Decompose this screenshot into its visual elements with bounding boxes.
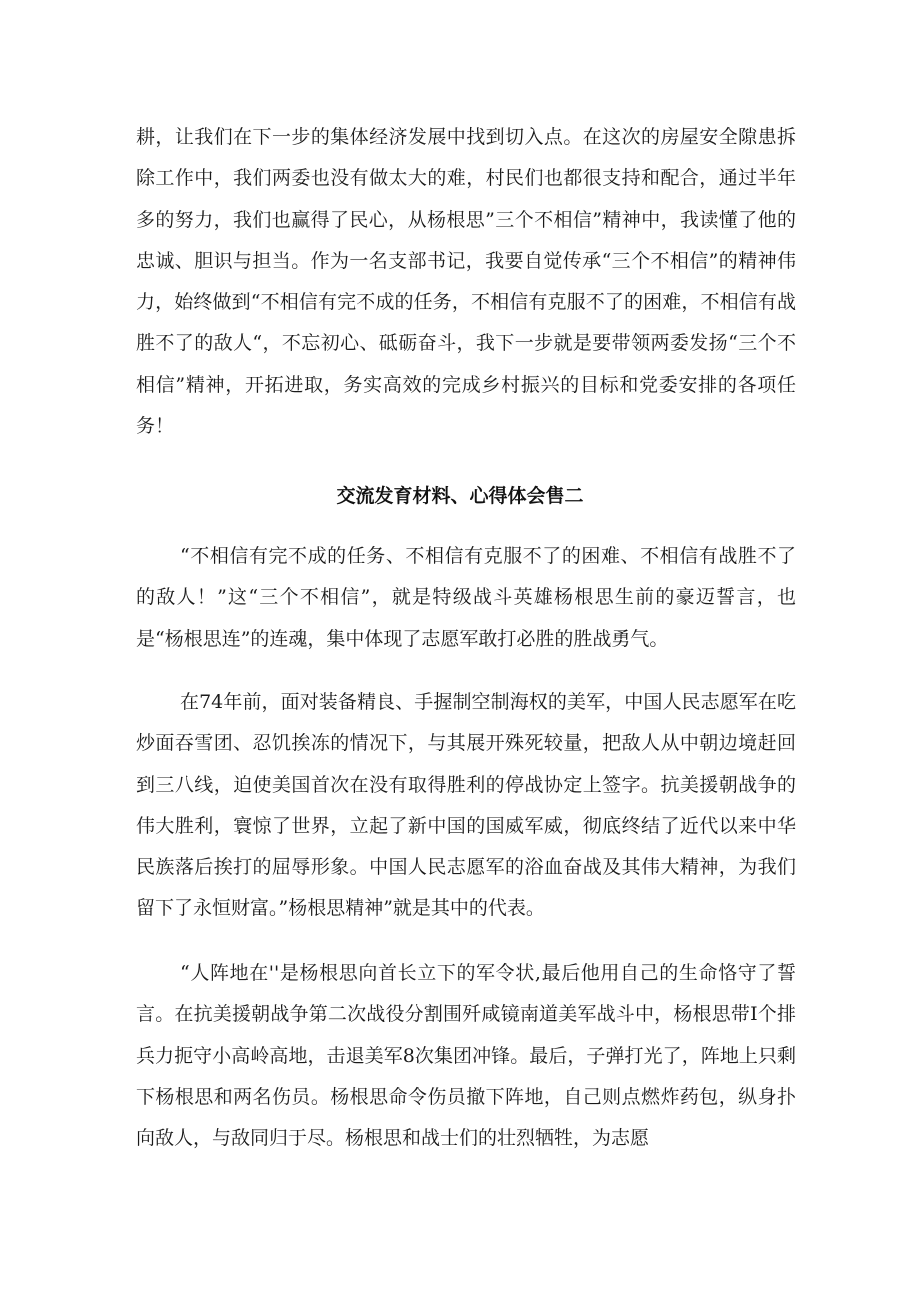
paragraph-history: 在74年前，面对装备精良、手握制空制海权的美军，中国人民志愿军在吃炒面吞雪团、忍饥挨冻的情况下，与其展开殊死较量，把敌人从中朝边境赶回到三八线，迫使美国首次在没有取得胜利的停战协定上签字。抗美援朝战争的伟大胜利，寰惊了世界，立起了新中国的国威军威，彻底终结了近代以来中华民族落后挨打的屈辱形象。中国人民志愿军的浴血奋战及其伟大精神，为我们留下了永恒财富。”杨根思精神”就是其中的代表。 — [136, 691, 796, 920]
paragraph-battle: “人阵地在''是杨根思向首长立下的军令状,最后他用自己的生命恪守了誓言。在抗美援朝战争第二次战役分割围歼咸镜南道美军战斗中，杨根思带I个排兵力扼守小高岭高地，击退美军8次集团冲锋。最后，子弹打光了，阵地上只剩下杨根思和两名伤员。杨根思命令伤员撤下阵地，自己则点燃炸药包，纵身扑向敌人，与敌同归于尽。杨根思和战士们的壮烈牺牲，为志愿 — [136, 962, 796, 1150]
paragraph-continued: 耕，让我们在下一步的集体经济发展中找到切入点。在这次的房屋安全隙患拆除工作中，我们两委也没有做太大的难，村民们也都很支持和配合，通过半年多的努力，我们也赢得了民心，从杨根思”三个不相信”精神中，我读懂了他的忠诚、胆识与担当。作为一名支部书记，我要自觉传承“三个不相信”的精神伟力，始终做到“不相信有完不成的任务，不相信有克服不了的困难，不相信有战胜不了的敌人“，不忘初心、砥砺奋斗，我下一步就是要带领两委发扬“三个不相信”精神，开拓进取，务实高效的完成乡村振兴的目标和党委安排的各项任务！ — [136, 126, 796, 438]
paragraph-oath: “不相信有完不成的任务、不相信有克服不了的困难、不相信有战胜不了的敌人！”这“三个不相信”，就是特级战斗英雄杨根思生前的豪迈誓言，也是“杨根思连”的连魂，集中体现了志愿军敢打必胜的胜战勇气。 — [136, 545, 796, 650]
section-title: 交流发育材料、心得体会售二 — [336, 485, 584, 507]
